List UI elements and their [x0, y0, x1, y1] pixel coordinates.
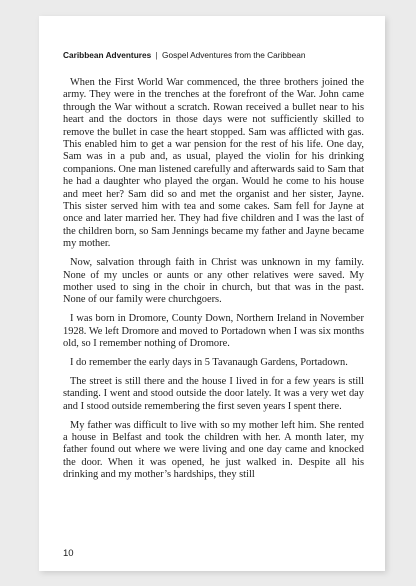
book-title: Caribbean Adventures — [63, 50, 152, 60]
paragraph-1: When the First World War commenced, the three brothers joined the army. They were in the trenches at the forefront of the War. John came through the War without a scratch. Rowan received a bullet near to his heart and the doctors in those days were not sufficiently skilled to remove the bullet in case the heart stopped. Sam was afflicted with gas. This enabled him to get a war pension for the rest of his life. One day, Sam was in a pub and, as usual, played the violin for his drinking companions. One man listened carefully and afterwards said to Sam that he had a daughter who played the organ. Would he come to his house and meet her? Sam did so and met the organist and her sister, Jayne. This sister served him with tea and some cakes. Sam fell for Jayne at once and later married her. They had five children and I was the last of the children born, so Sam Jennings became my father and Jayne became my mother. — [63, 77, 364, 250]
paragraph-4: I do remember the early days in 5 Tavanaugh Gardens, Portadown. — [70, 357, 348, 369]
book-page — [39, 16, 385, 571]
paragraph-3: I was born in Dromore, County Down, Northern Ireland in November 1928. We left Dromore and moved to Portadown when I was six months old, so I remember nothing of Dromore. — [63, 313, 364, 350]
paragraph-2: Now, salvation through faith in Christ was unknown in my family. None of my uncles or aunts or any other relatives were saved. My mother used to sing in the choir in church, but that was in the past. None of our family were churchgoers. — [63, 257, 364, 306]
body-text — [63, 77, 364, 488]
running-header — [63, 50, 305, 60]
header-separator: | — [155, 50, 158, 60]
paragraph-6: My father was difficult to live with so my mother left him. She rented a house in Belfast and took the children with her. A month later, my father found out where we were living and one day came and knocked the door. When it was opened, he just walked in. Despite all his drinking and my mother’s hardships, they still — [63, 419, 364, 481]
paragraph-5: The street is still there and the house I lived in for a few years is still standing. I went and stood outside the door lately. It was a very wet day and I stood outside remembering the first seven years I spent there. — [63, 375, 364, 412]
page-number: 10 — [63, 548, 74, 559]
book-subtitle: Gospel Adventures from the Caribbean — [162, 50, 306, 60]
